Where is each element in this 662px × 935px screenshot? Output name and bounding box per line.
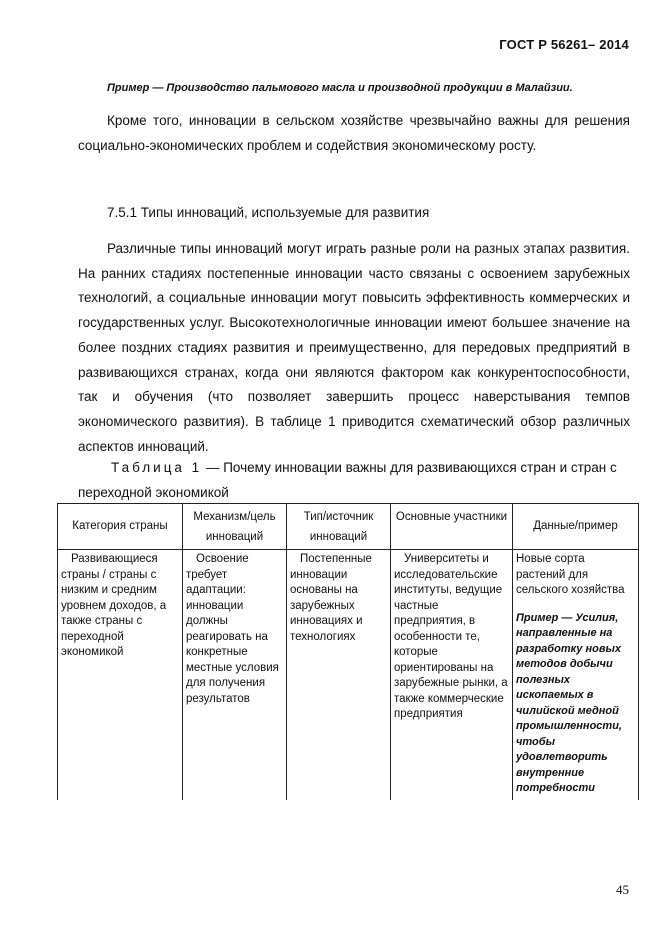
section-title: 7.5.1 Типы инноваций, используемые для развития <box>107 205 430 220</box>
table-caption <box>78 456 634 505</box>
header-type-text: Тип/источник инноваций <box>303 511 374 543</box>
paragraph-agriculture: Кроме того, инновации в сельском хозяйстве чрезвычайно важны для решения социально-экономических проблем и содействия экономическому росту. <box>78 113 630 153</box>
cell-data <box>513 550 639 801</box>
header-data: Данные/пример <box>513 504 639 550</box>
cell-category <box>58 550 183 801</box>
table-caption-label: Таблица 1 <box>111 460 203 475</box>
paragraph-innovation-types: Различные типы инноваций могут играть разные роли на разных этапах развития. На ранних стадиях постепенные инновации часто связаны с освоением зарубежных технологий, а социальные инновации могут повысить эффективность коммерческих и государственных услуг. Высокотехнологичные инновации имеют большее значение на более поздних стадиях развития и преимущественно, для передовых предприятий в развивающихся странах, когда они являются фактором как конкурентоспособности, так и обучения (что позволяет завершить процесс наверстывания темпов экономического развития). В таблице 1 приводится схематический обзор различных аспектов инноваций. <box>78 241 630 454</box>
cell-mechanism-text: Освоение требует адаптации: инновации должны реагировать на конкретные местные условия для получения результатов <box>186 553 279 705</box>
example-note: Пример — Производство пальмового масла и производной продукции в Малайзии. <box>107 82 573 94</box>
cell-mechanism <box>183 550 287 801</box>
header-participants-text: Основные участники <box>395 511 508 523</box>
table-header-row <box>58 504 639 550</box>
table-caption-text: — Почему инновации важны для развивающихся стран и стран с переходной экономикой <box>78 460 617 500</box>
cell-data-text: Новые сорта растений для сельского хозяйства <box>516 553 625 596</box>
cell-type-text: Постепенные инновации основаны на зарубежных инновациях и технологиях <box>290 553 372 643</box>
page-number: 45 <box>616 882 629 897</box>
cell-example: Пример — Усилия, направленные на разработку новых методов добычи полезных ископаемых в чилийской медной промышленности, чтобы удовлетворить внутренние потребности <box>516 611 622 794</box>
header-type <box>287 504 391 550</box>
header-participants <box>391 504 513 550</box>
header-mechanism-text: Механизм/цель инноваций <box>193 511 276 543</box>
header-category: Категория страны <box>58 504 183 550</box>
header-mechanism <box>183 504 287 550</box>
cell-category-text: Развивающиеся страны / страны с низким и средним уровнем доходов, а также страны с переходной экономикой <box>61 553 167 658</box>
cell-type <box>287 550 391 801</box>
cell-participants-text: Университеты и исследовательские институты, ведущие частные предприятия, в особенности те, которые ориентированы на зарубежные рынки, а также коммерческие предприятия <box>394 553 508 720</box>
innovation-table <box>57 503 639 800</box>
table-row <box>58 550 639 801</box>
cell-participants <box>391 550 513 801</box>
document-code: ГОСТ Р 56261– 2014 <box>499 37 629 52</box>
